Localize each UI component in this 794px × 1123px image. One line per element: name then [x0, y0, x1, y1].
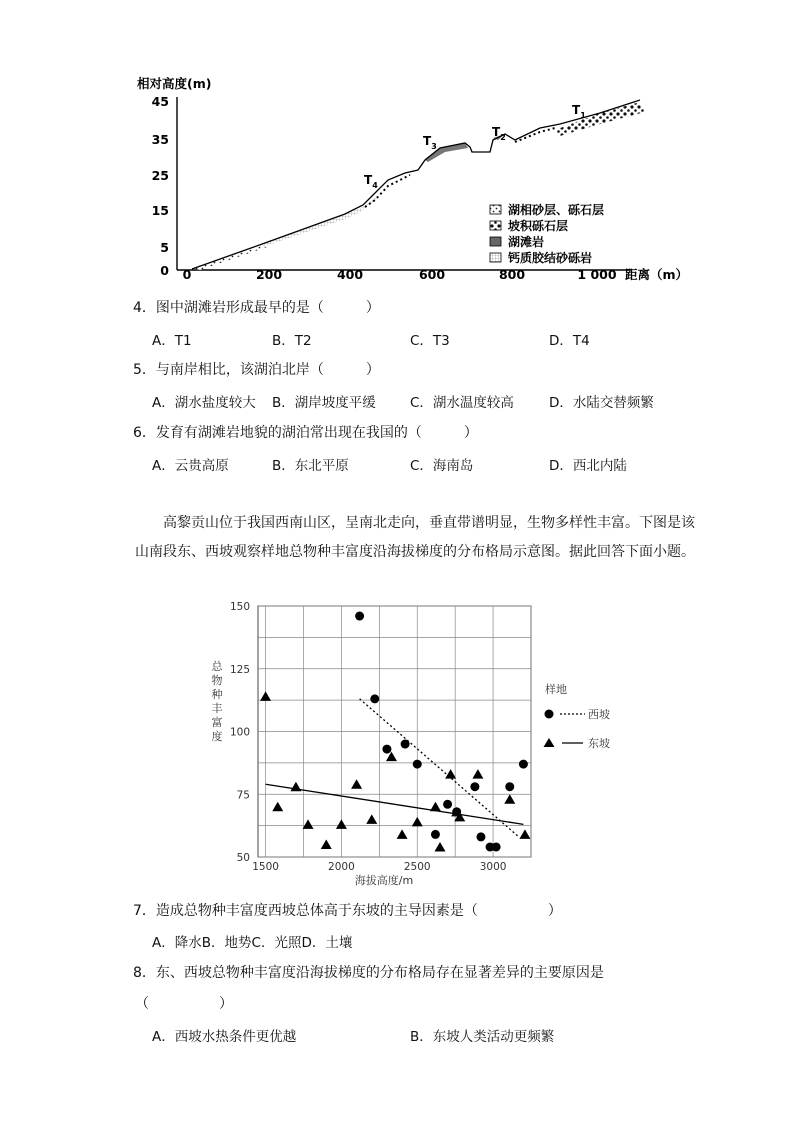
terrace-label-t4: $T_4$	[364, 173, 378, 190]
slope-gravel-layer	[555, 102, 645, 136]
data-point-west	[519, 760, 528, 769]
legend-marker-circle	[545, 710, 554, 719]
x-axis-label: 距离（m）	[625, 267, 689, 282]
passage-text: 高黎贡山位于我国西南山区，呈南北走向，垂直带谱明显，生物多样性丰富。下图是该山南段东、西坡观察样地总物种丰富度沿海拔梯度的分布格局示意图。据此回答下面小题。	[135, 515, 695, 560]
data-point-west	[505, 782, 514, 791]
calcareous-conglomerate-layer	[262, 196, 378, 247]
species-richness-chart	[205, 600, 625, 890]
data-point-west	[370, 694, 379, 703]
y-axis-label-char: 度	[211, 730, 223, 743]
y-axis-label-char: 种	[211, 688, 223, 701]
y-tick: 25	[151, 168, 169, 183]
option: C．湖水温度较高	[410, 395, 514, 411]
x-tick: 200	[255, 267, 283, 282]
legend-label: 坡积砾石层	[508, 219, 569, 233]
y-tick: 45	[151, 94, 169, 109]
question-7: 7．造成总物种丰富度西坡总体高于东坡的主导因素是（ ）	[133, 903, 562, 919]
option: B．地势	[201, 935, 252, 951]
y-tick-label: 50	[236, 852, 250, 864]
legend-label-east: 东坡	[588, 737, 610, 750]
y-tick-label: 125	[229, 663, 250, 676]
option: D．土壤	[301, 935, 353, 951]
data-point-west	[355, 612, 364, 621]
profile-legend	[490, 202, 604, 265]
data-point-west	[476, 832, 485, 841]
x-tick: 1 000	[577, 267, 617, 282]
y-axis-label-char: 丰	[211, 702, 223, 715]
y-tick-label: 75	[236, 789, 250, 802]
data-point-west	[443, 800, 452, 809]
option: B．东坡人类活动更频繁	[410, 1029, 555, 1045]
question-6: 6．发育有湖滩岩地貌的湖泊常出现在我国的（ ）	[133, 425, 478, 441]
x-tick: 800	[498, 267, 526, 282]
question-5: 5．与南岸相比，该湖泊北岸（ ）	[133, 362, 380, 378]
x-tick-label: 1500	[252, 861, 279, 873]
x-tick: 600	[418, 267, 446, 282]
y-axis-label-char: 富	[211, 716, 223, 729]
option: B．湖岸坡度平缓	[272, 395, 376, 411]
question-8: 8．东、西坡总物种丰富度沿海拔梯度的分布格局存在显著差异的主要原因是	[133, 965, 604, 981]
option: B．东北平原	[272, 458, 349, 474]
y-tick: 35	[151, 132, 169, 147]
option: C．T3	[410, 333, 450, 349]
y-tick: 15	[151, 203, 169, 218]
y-tick: 0	[160, 263, 169, 278]
legend-label: 钙质胶结砂砾岩	[508, 251, 593, 265]
data-point-west	[492, 842, 501, 851]
y-tick-label: 150	[229, 601, 250, 613]
option: A．湖水盐度较大	[152, 395, 256, 411]
terrace-label-t2: $T_2$	[492, 125, 506, 142]
legend-label: 湖相砂层、砾石层	[508, 203, 605, 217]
option: A．西坡水热条件更优越	[152, 1029, 297, 1045]
option: C．海南岛	[410, 458, 474, 474]
terrace-profile-figure	[135, 70, 695, 285]
data-point-west	[470, 782, 479, 791]
x-tick: 400	[336, 267, 364, 282]
x-axis-label: 海拔高度/m	[354, 874, 414, 887]
data-point-west	[431, 830, 440, 839]
data-point-west	[413, 760, 422, 769]
terrace-label-t3: $T_3$	[423, 134, 437, 151]
question-8-blank: （ ）	[135, 996, 233, 1012]
x-tick-label: 3000	[479, 861, 507, 873]
y-tick-label: 100	[229, 726, 250, 739]
option: A．T1	[152, 333, 192, 349]
y-tick: 5	[160, 240, 169, 255]
option-row	[152, 931, 352, 951]
x-tick: 0	[182, 267, 192, 282]
option: D．T4	[549, 333, 590, 349]
legend-label: 湖滩岩	[508, 235, 545, 249]
legend-marker-triangle	[544, 738, 555, 747]
x-tick-label: 2000	[328, 861, 355, 873]
question-4: 4．图中湖滩岩形成最早的是（ ）	[133, 300, 380, 316]
data-point-west	[401, 740, 410, 749]
option: D．水陆交替频繁	[549, 395, 654, 411]
option: A．降水	[152, 935, 202, 951]
y-axis-label: 相对高度(m)	[137, 76, 212, 91]
option: B．T2	[272, 333, 312, 349]
terrace-label-t1: $T_1$	[572, 103, 586, 120]
option: A．云贵高原	[152, 458, 229, 474]
x-tick-label: 2500	[403, 861, 431, 873]
y-axis-label-char: 物	[211, 674, 223, 687]
legend-title: 样地	[545, 683, 567, 696]
legend-label-west: 西坡	[588, 708, 610, 721]
option: C．光照	[251, 935, 302, 951]
data-point-west	[382, 745, 391, 754]
y-axis-label-char: 总	[211, 660, 223, 673]
option: D．西北内陆	[549, 458, 627, 474]
